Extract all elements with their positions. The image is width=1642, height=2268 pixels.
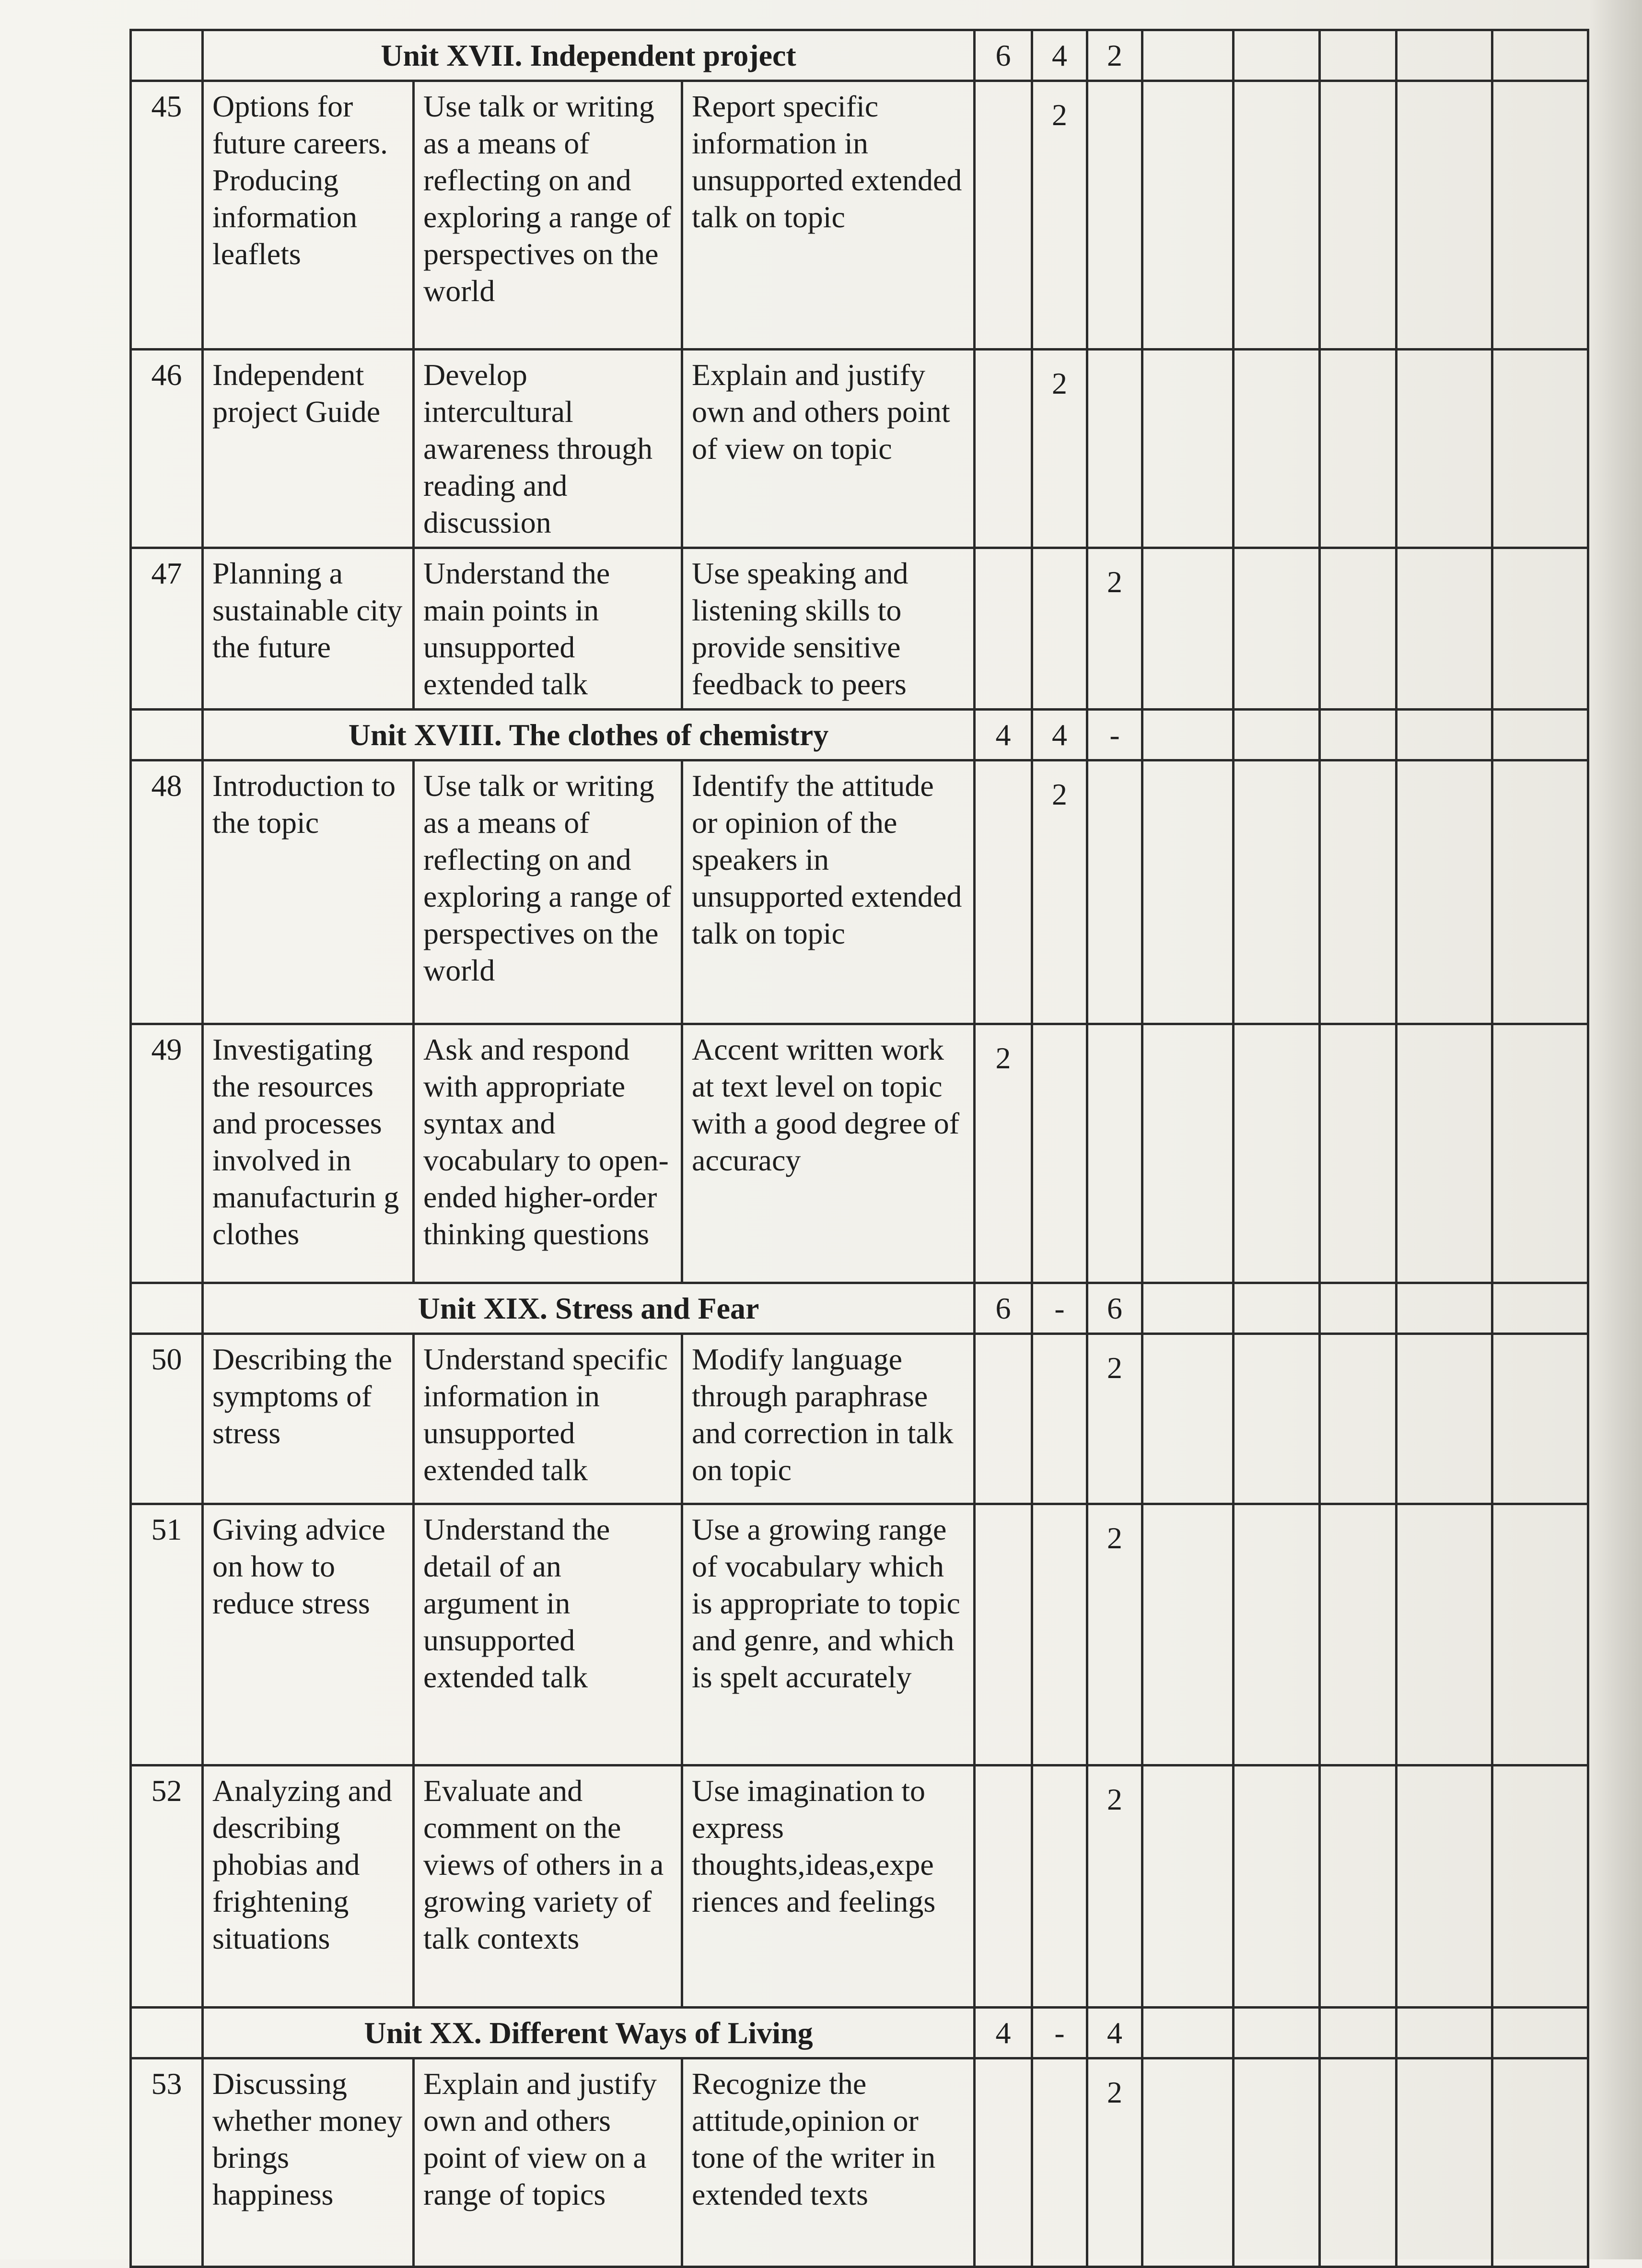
lesson-plan-table (129, 29, 1589, 2268)
extra-column-cell (1142, 1504, 1234, 1765)
extra-column-cell (1397, 2008, 1492, 2058)
unit-header-row (131, 30, 1588, 81)
lesson-hours (1032, 1334, 1087, 1504)
unit-hours: 6 (975, 30, 1032, 81)
extra-column-cell (1492, 548, 1588, 710)
lesson-hours (975, 1334, 1032, 1504)
lesson-hours (1032, 1504, 1087, 1765)
lesson-hours: 2 (1032, 760, 1087, 1024)
lesson-hours: 2 (1032, 81, 1087, 350)
unit-hours: 2 (1087, 30, 1142, 81)
lesson-row (131, 760, 1588, 1024)
lesson-row (131, 350, 1588, 548)
lesson-hours (1032, 2058, 1087, 2267)
extra-column-cell (1492, 350, 1588, 548)
lesson-number: 48 (131, 760, 203, 1024)
lesson-hours (1032, 1024, 1087, 1283)
lesson-hours (975, 760, 1032, 1024)
extra-column-cell (1142, 1024, 1234, 1283)
lesson-topic: Analyzing and describing phobias and frightening situations (203, 1765, 414, 2008)
extra-column-cell (1234, 1504, 1320, 1765)
extra-column-cell (1142, 2058, 1234, 2267)
unit-header-row (131, 2008, 1588, 2058)
extra-column-cell (1492, 710, 1588, 760)
lesson-hours: 2 (1087, 2058, 1142, 2267)
extra-column-cell (1234, 350, 1320, 548)
learning-objective: Use talk or writing as a means of reflecting on and exploring a range of perspectives on the world (414, 81, 682, 350)
extra-column-cell (1320, 1334, 1397, 1504)
extra-column-cell (1234, 2058, 1320, 2267)
lesson-hours (1087, 760, 1142, 1024)
lesson-hours (1087, 350, 1142, 548)
learning-objective: Understand the main points in unsupported extended talk (414, 548, 682, 710)
extra-column-cell (1397, 1334, 1492, 1504)
extra-column-cell (1142, 1765, 1234, 2008)
learning-outcome: Report specific information in unsupported extended talk on topic (682, 81, 975, 350)
lesson-hours (1087, 81, 1142, 350)
learning-outcome: Identify the attitude or opinion of the speakers in unsupported extended talk on topic (682, 760, 975, 1024)
unit-num-cell (131, 30, 203, 81)
extra-column-cell (1397, 548, 1492, 710)
extra-column-cell (1397, 1765, 1492, 2008)
lesson-row (131, 1765, 1588, 2008)
extra-column-cell (1142, 81, 1234, 350)
extra-column-cell (1142, 1334, 1234, 1504)
extra-column-cell (1142, 2008, 1234, 2058)
extra-column-cell (1492, 1334, 1588, 1504)
extra-column-cell (1142, 548, 1234, 710)
extra-column-cell (1320, 760, 1397, 1024)
unit-title: Unit XVIII. The clothes of chemistry (203, 710, 975, 760)
extra-column-cell (1234, 760, 1320, 1024)
extra-column-cell (1320, 81, 1397, 350)
extra-column-cell (1234, 1283, 1320, 1334)
extra-column-cell (1234, 1334, 1320, 1504)
extra-column-cell (1397, 1024, 1492, 1283)
lesson-number: 46 (131, 350, 203, 548)
unit-hours: - (1032, 1283, 1087, 1334)
extra-column-cell (1492, 1504, 1588, 1765)
learning-outcome: Use imagination to express thoughts,ideas,expe riences and feelings (682, 1765, 975, 2008)
lesson-row (131, 1334, 1588, 1504)
unit-hours: 6 (1087, 1283, 1142, 1334)
lesson-row (131, 548, 1588, 710)
extra-column-cell (1234, 81, 1320, 350)
lesson-hours (975, 1765, 1032, 2008)
lesson-topic: Introduction to the topic (203, 760, 414, 1024)
extra-column-cell (1320, 30, 1397, 81)
learning-outcome: Use a growing range of vocabulary which is appropriate to topic and genre, and which is spelt accurately (682, 1504, 975, 1765)
lesson-topic: Options for future careers. Producing information leaflets (203, 81, 414, 350)
extra-column-cell (1234, 1765, 1320, 2008)
learning-outcome: Use speaking and listening skills to provide sensitive feedback to peers (682, 548, 975, 710)
lesson-row (131, 2058, 1588, 2267)
unit-hours: 6 (975, 1283, 1032, 1334)
lesson-hours: 2 (1087, 1504, 1142, 1765)
lesson-topic: Giving advice on how to reduce stress (203, 1504, 414, 1765)
unit-num-cell (131, 1283, 203, 1334)
learning-objective: Understand specific information in unsupported extended talk (414, 1334, 682, 1504)
extra-column-cell (1320, 2008, 1397, 2058)
unit-hours: 4 (975, 2008, 1032, 2058)
extra-column-cell (1234, 30, 1320, 81)
lesson-hours (975, 548, 1032, 710)
lesson-row (131, 1504, 1588, 1765)
unit-title: Unit XVII. Independent project (203, 30, 975, 81)
extra-column-cell (1492, 2058, 1588, 2267)
extra-column-cell (1142, 350, 1234, 548)
lesson-number: 51 (131, 1504, 203, 1765)
learning-outcome: Accent written work at text level on topic with a good degree of accuracy (682, 1024, 975, 1283)
unit-hours: - (1032, 2008, 1087, 2058)
lesson-hours: 2 (975, 1024, 1032, 1283)
lesson-hours (1032, 1765, 1087, 2008)
extra-column-cell (1320, 1765, 1397, 2008)
extra-column-cell (1320, 2058, 1397, 2267)
lesson-hours (975, 2058, 1032, 2267)
unit-header-row (131, 1283, 1588, 1334)
extra-column-cell (1492, 2008, 1588, 2058)
lesson-hours (975, 81, 1032, 350)
lesson-hours: 2 (1087, 1334, 1142, 1504)
lesson-number: 49 (131, 1024, 203, 1283)
lesson-hours (975, 1504, 1032, 1765)
extra-column-cell (1234, 710, 1320, 760)
lesson-row (131, 81, 1588, 350)
extra-column-cell (1142, 1283, 1234, 1334)
extra-column-cell (1142, 710, 1234, 760)
lesson-number: 53 (131, 2058, 203, 2267)
extra-column-cell (1234, 548, 1320, 710)
unit-num-cell (131, 710, 203, 760)
extra-column-cell (1320, 1024, 1397, 1283)
extra-column-cell (1142, 760, 1234, 1024)
extra-column-cell (1397, 1504, 1492, 1765)
unit-title: Unit XX. Different Ways of Living (203, 2008, 975, 2058)
lesson-hours (975, 350, 1032, 548)
extra-column-cell (1492, 81, 1588, 350)
learning-outcome: Explain and justify own and others point of view on topic (682, 350, 975, 548)
lesson-number: 45 (131, 81, 203, 350)
learning-objective: Understand the detail of an argument in unsupported extended talk (414, 1504, 682, 1765)
extra-column-cell (1397, 30, 1492, 81)
extra-column-cell (1320, 1283, 1397, 1334)
learning-objective: Develop intercultural awareness through reading and discussion (414, 350, 682, 548)
extra-column-cell (1492, 30, 1588, 81)
extra-column-cell (1397, 1283, 1492, 1334)
lesson-hours: 2 (1087, 548, 1142, 710)
page-curl-shadow (1589, 0, 1642, 2259)
extra-column-cell (1320, 350, 1397, 548)
lesson-topic: Discussing whether money brings happiness (203, 2058, 414, 2267)
extra-column-cell (1320, 548, 1397, 710)
learning-objective: Explain and justify own and others point of view on a range of topics (414, 2058, 682, 2267)
lesson-topic: Independent project Guide (203, 350, 414, 548)
unit-hours: 4 (1032, 30, 1087, 81)
unit-hours: - (1087, 710, 1142, 760)
extra-column-cell (1492, 760, 1588, 1024)
learning-objective: Use talk or writing as a means of reflecting on and exploring a range of perspectives on the world (414, 760, 682, 1024)
lesson-topic: Investigating the resources and processes involved in manufacturin g clothes (203, 1024, 414, 1283)
unit-title: Unit XIX. Stress and Fear (203, 1283, 975, 1334)
lesson-number: 50 (131, 1334, 203, 1504)
extra-column-cell (1234, 1024, 1320, 1283)
lesson-number: 52 (131, 1765, 203, 2008)
lesson-number: 47 (131, 548, 203, 710)
extra-column-cell (1492, 1283, 1588, 1334)
learning-outcome: Modify language through paraphrase and correction in talk on topic (682, 1334, 975, 1504)
extra-column-cell (1397, 710, 1492, 760)
learning-outcome: Recognize the attitude,opinion or tone of the writer in extended texts (682, 2058, 975, 2267)
extra-column-cell (1320, 710, 1397, 760)
lesson-hours: 2 (1087, 1765, 1142, 2008)
extra-column-cell (1492, 1024, 1588, 1283)
extra-column-cell (1397, 760, 1492, 1024)
extra-column-cell (1320, 1504, 1397, 1765)
unit-hours: 4 (1087, 2008, 1142, 2058)
extra-column-cell (1234, 2008, 1320, 2058)
unit-num-cell (131, 2008, 203, 2058)
lesson-hours: 2 (1032, 350, 1087, 548)
lesson-hours (1087, 1024, 1142, 1283)
extra-column-cell (1142, 30, 1234, 81)
lesson-topic: Planning a sustainable city the future (203, 548, 414, 710)
lesson-hours (1032, 548, 1087, 710)
extra-column-cell (1492, 1765, 1588, 2008)
unit-hours: 4 (975, 710, 1032, 760)
learning-objective: Ask and respond with appropriate syntax and vocabulary to open- ended higher-order thinking questions (414, 1024, 682, 1283)
unit-header-row (131, 710, 1588, 760)
lesson-topic: Describing the symptoms of stress (203, 1334, 414, 1504)
lesson-row (131, 1024, 1588, 1283)
learning-objective: Evaluate and comment on the views of others in a growing variety of talk contexts (414, 1765, 682, 2008)
extra-column-cell (1397, 350, 1492, 548)
unit-hours: 4 (1032, 710, 1087, 760)
extra-column-cell (1397, 81, 1492, 350)
extra-column-cell (1397, 2058, 1492, 2267)
